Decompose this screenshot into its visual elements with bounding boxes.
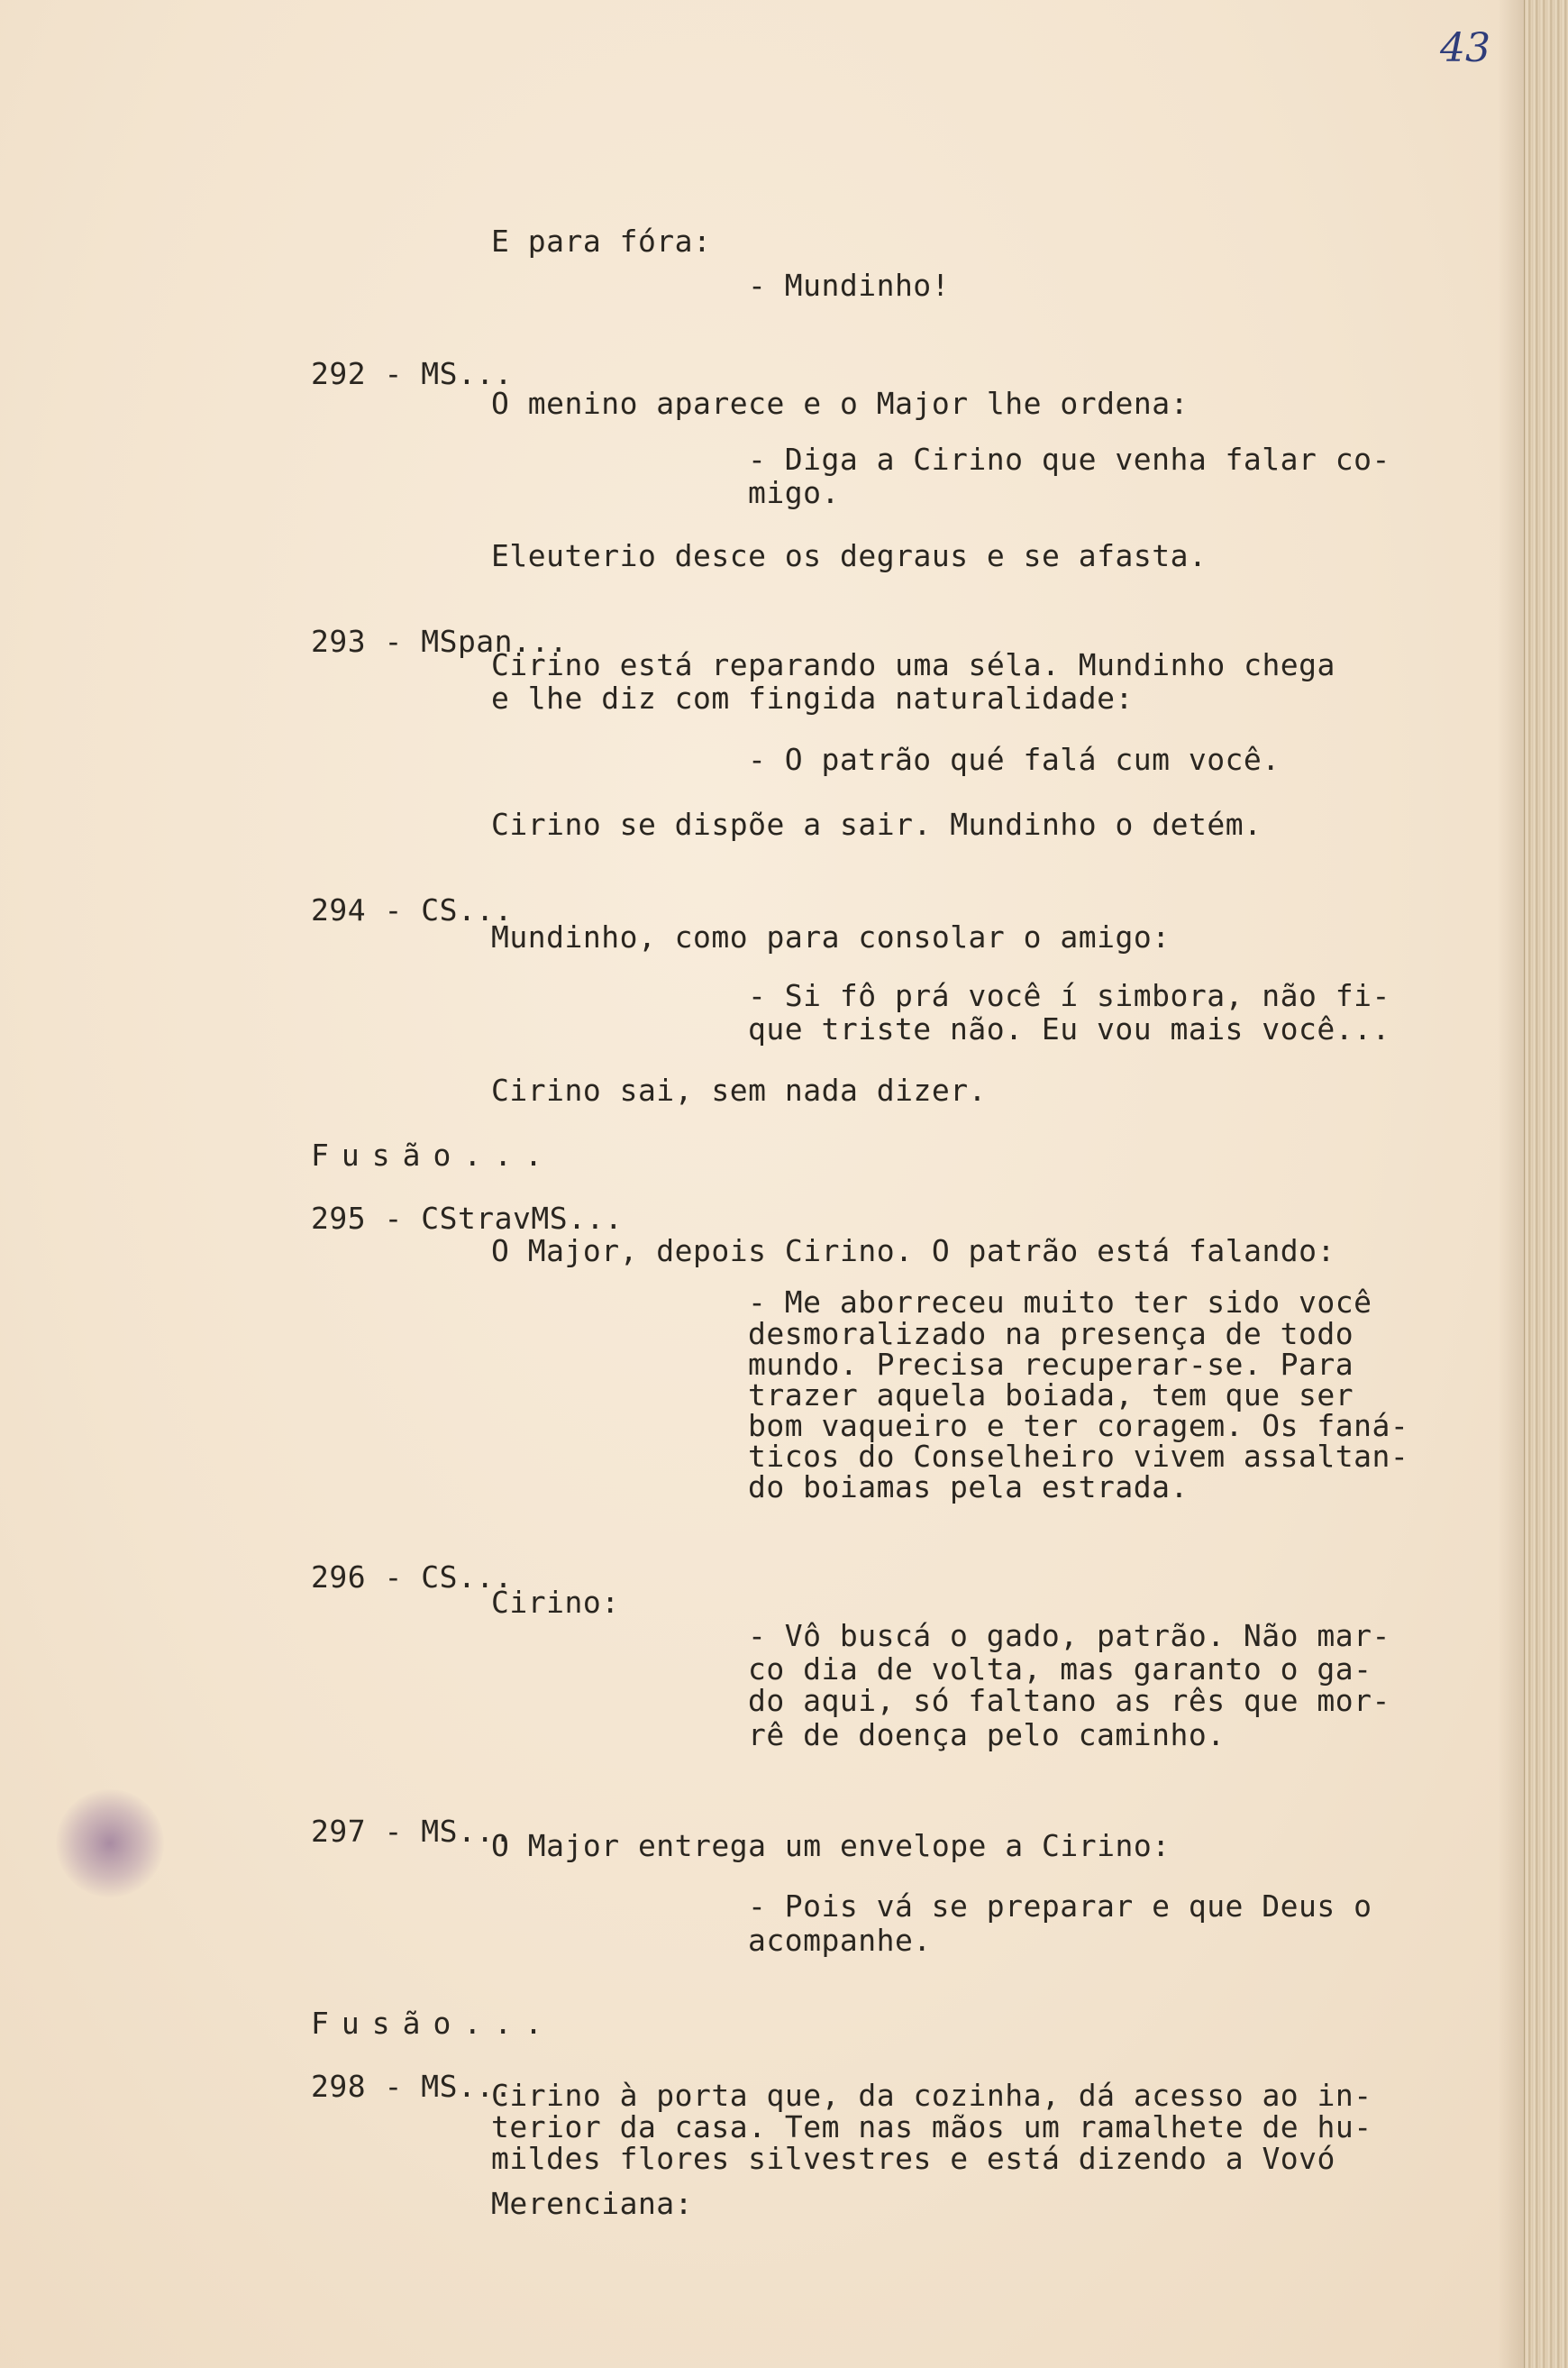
transition-fusao: Fusão... xyxy=(311,1138,555,1173)
dialogue-line: - Mundinho! xyxy=(748,268,951,303)
scene-number-292: 292 - MS... xyxy=(311,356,514,391)
dialogue-line: bom vaqueiro e ter coragem. Os faná- xyxy=(748,1408,1409,1443)
transition-fusao: Fusão... xyxy=(311,2006,555,2041)
scene-number-293: 293 - MSpan... xyxy=(311,624,569,659)
dialogue-line: ticos do Conselheiro vivem assaltan- xyxy=(748,1439,1409,1474)
scene-description: terior da casa. Tem nas mãos um ramalhete de hu- xyxy=(491,2109,1372,2144)
dialogue-line: - Vô buscá o gado, patrão. Não mar- xyxy=(748,1618,1390,1653)
book-page-edges xyxy=(1524,0,1568,2368)
dialogue-line: que triste não. Eu vou mais você... xyxy=(748,1011,1390,1047)
scene-number-298: 298 - MS... xyxy=(311,2069,514,2104)
scene-number-296: 296 - CS... xyxy=(311,1559,514,1595)
scene-description: Cirino sai, sem nada dizer. xyxy=(491,1073,987,1108)
scene-description: e lhe diz com fingida naturalidade: xyxy=(491,681,1134,716)
page-edge-shadow xyxy=(1498,0,1525,2368)
dialogue-line: trazer aquela boiada, tem que ser xyxy=(748,1377,1354,1413)
dialogue-line: migo. xyxy=(748,475,840,510)
dialogue-line: - Diga a Cirino que venha falar co- xyxy=(748,442,1390,477)
scene-description: Cirino à porta que, da cozinha, dá acesso ao in- xyxy=(491,2078,1372,2113)
scene-description: Mundinho, como para consolar o amigo: xyxy=(491,919,1171,955)
dialogue-line: desmoralizado na presença de todo xyxy=(748,1316,1354,1351)
dialogue-line: - Me aborreceu muito ter sido você xyxy=(748,1285,1372,1320)
dialogue-line: co dia de volta, mas garanto o ga- xyxy=(748,1651,1372,1687)
scene-description: O menino aparece e o Major lhe ordena: xyxy=(491,386,1189,421)
scene-description: Cirino se dispõe a sair. Mundinho o detém. xyxy=(491,807,1263,842)
scene-description: mildes flores silvestres e está dizendo a Vovó xyxy=(491,2141,1336,2176)
scene-description: O Major, depois Cirino. O patrão está falando: xyxy=(491,1233,1336,1268)
scene-description: Merenciana: xyxy=(491,2186,694,2221)
scene-description: Cirino: xyxy=(491,1585,620,1620)
scene-description: Eleuterio desce os degraus e se afasta. xyxy=(491,538,1208,573)
dialogue-line: do boiamas pela estrada. xyxy=(748,1469,1189,1504)
dialogue-line: rê de doença pelo caminho. xyxy=(748,1717,1226,1752)
ink-stain xyxy=(56,1789,164,1897)
scene-number-295: 295 - CStravMS... xyxy=(311,1201,624,1236)
dialogue-line: - O patrão qué falá cum você. xyxy=(748,742,1281,777)
dialogue-line: do aqui, só faltano as rês que mor- xyxy=(748,1683,1390,1718)
dialogue-line: mundo. Precisa recuperar-se. Para xyxy=(748,1347,1354,1382)
scene-description: Cirino está reparando uma séla. Mundinho chega xyxy=(491,647,1336,682)
scene-description: O Major entrega um envelope a Cirino: xyxy=(491,1828,1171,1863)
scene-number-294: 294 - CS... xyxy=(311,892,514,928)
dialogue-line: - Si fô prá você í simbora, não fi- xyxy=(748,978,1390,1013)
script-line: E para fóra: xyxy=(491,224,712,259)
dialogue-line: acompanhe. xyxy=(748,1923,932,1958)
page-number: 43 xyxy=(1440,25,1491,71)
scene-number-297: 297 - MS... xyxy=(311,1814,514,1849)
dialogue-line: - Pois vá se preparar e que Deus o xyxy=(748,1888,1372,1924)
